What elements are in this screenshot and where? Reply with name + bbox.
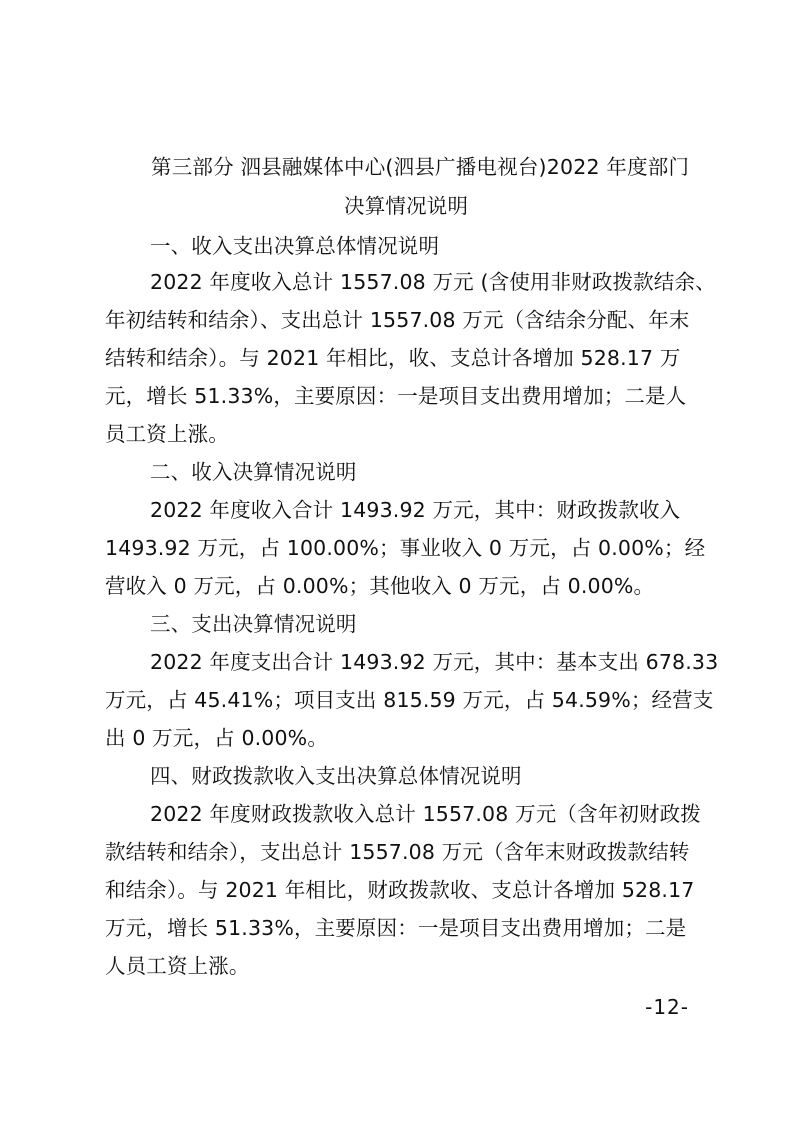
section-3-heading: 三、支出决算情况说明 [150,612,357,636]
section-2-line-1: 2022 年度收入合计 1493.92 万元，其中：财政拨款收入 [150,498,681,522]
section-3-line-1: 2022 年度支出合计 1493.92 万元，其中：基本支出 678.33 [150,650,719,674]
section-2-heading: 二、收入决算情况说明 [150,460,357,484]
section-1-line-3: 结转和结余）。与 2021 年相比，收、支总计各增加 528.17 万 [105,346,681,370]
section-1-line-5: 员工资上涨。 [105,422,229,446]
section-4-line-5: 人员工资上涨。 [105,954,250,978]
section-3-line-3: 出 0 万元，占 0.00%。 [105,726,328,750]
section-3-line-2: 万元，占 45.41%；项目支出 815.59 万元，占 54.59%；经营支 [105,688,714,712]
document-title-line-2: 决算情况说明 [344,194,469,218]
section-2-line-2: 1493.92 万元，占 100.00%；事业收入 0 万元，占 0.00%；经 [105,536,706,560]
section-1-line-1: 2022 年度收入总计 1557.08 万元 (含使用非财政拨款结余、 [150,270,716,294]
document-title-line-1: 第三部分 泗县融媒体中心(泗县广播电视台)2022 年度部门 [151,155,690,179]
section-4-line-3: 和结余）。与 2021 年相比，财政拨款收、支总计各增加 528.17 [105,878,695,902]
section-1-line-2: 年初结转和结余）、支出总计 1557.08 万元（含结余分配、年末 [105,308,690,332]
section-1-line-4: 元，增长 51.33%，主要原因：一是项目支出费用增加；二是人 [105,384,687,408]
page-number: -12- [645,995,689,1019]
section-4-line-2: 款结转和结余），支出总计 1557.08 万元（含年末财政拨款结转 [105,840,690,864]
section-4-heading: 四、财政拨款收入支出决算总体情况说明 [150,764,522,788]
section-4-line-1: 2022 年度财政拨款收入总计 1557.08 万元（含年初财政拨 [150,802,701,826]
section-1-heading: 一、收入支出决算总体情况说明 [150,234,440,258]
section-4-line-4: 万元，增长 51.33%，主要原因：一是项目支出费用增加；二是 [105,916,687,940]
section-2-line-3: 营收入 0 万元，占 0.00%；其他收入 0 万元，占 0.00%。 [105,574,655,598]
